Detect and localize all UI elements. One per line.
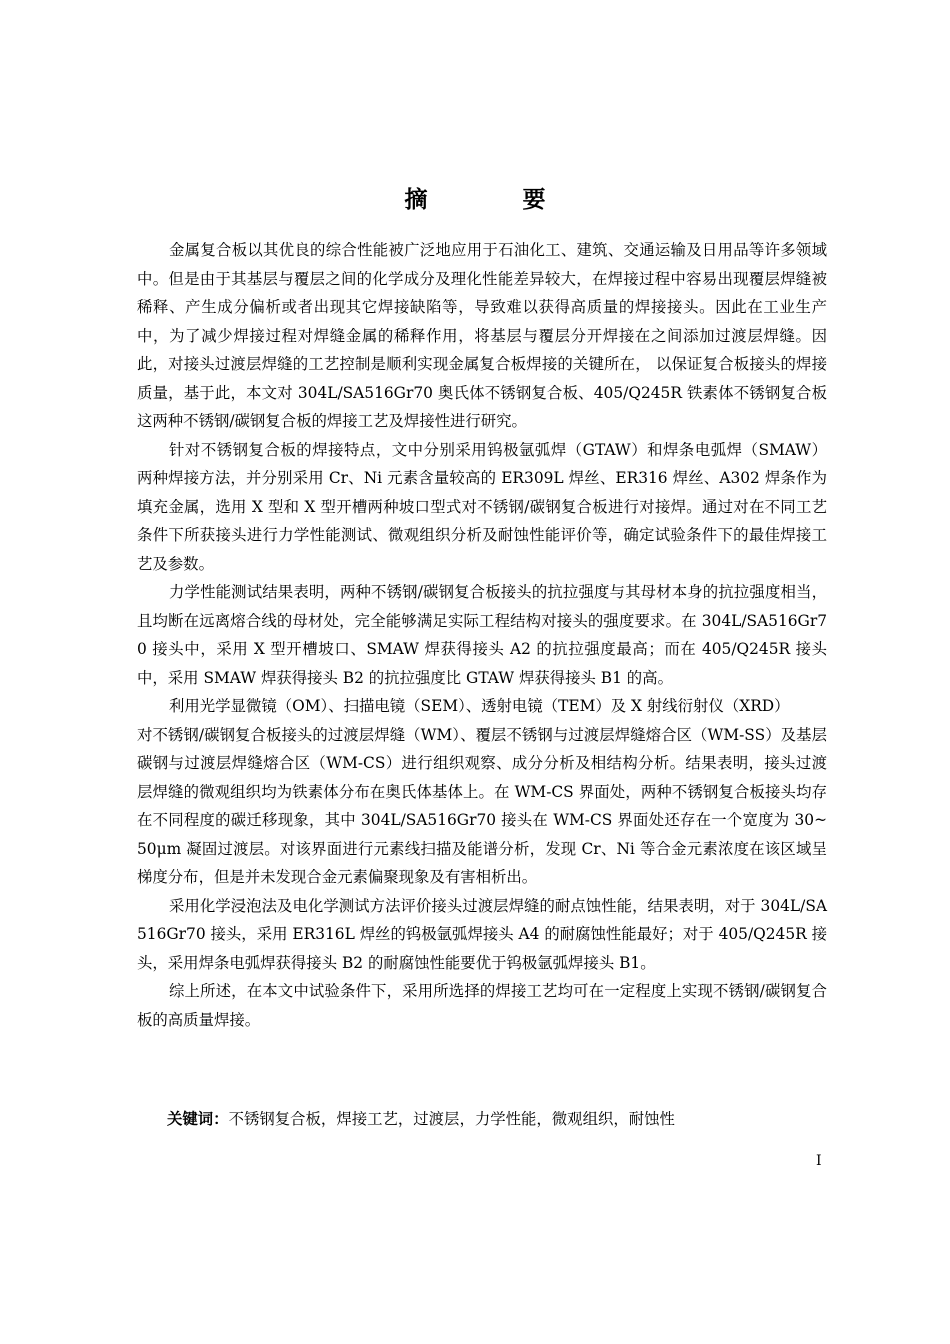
abstract-body [137,236,827,1034]
keywords-text: 不锈钢复合板，焊接工艺，过渡层，力学性能，微观组织，耐蚀性 [228,1110,675,1128]
abstract-paragraph-4: 利用光学显微镜（OM）、扫描电镜（SEM）、透射电镜（TEM）及 X 射线衍射仪（XRD） [169,697,790,715]
abstract-paragraph-6: 采用化学浸泡法及电化学测试方法评价接头过渡层焊缝的耐点蚀性能，结果表明，对于 304L/SA516Gr70 接头，采用 ER316L 焊丝的钨极氩弧焊接头 A4 的耐腐蚀性能最好；对于 405/Q245R 接头，采用焊条电弧焊获得接头 B2 的耐腐蚀性能要优于钨极氩弧焊接头 B1。 [137,896,827,972]
abstract-paragraph-2: 针对不锈钢复合板的焊接特点，文中分别采用钨极氩弧焊（GTAW）和焊条电弧焊（SMAW） 两种焊接方法，并分别采用 Cr、Ni 元素含量较高的 ER309L 焊丝、ER316 焊丝、A302 焊条作为填充金属，选用 X 型和 X 型开槽两种坡口型式对不锈钢/碳钢复合板进行对接焊。通过对在不同工艺条件下所获接头进行力学性能测试、微观组织分析及耐蚀性能评价等，确定试验条件下的最佳焊接工艺及参数。 [137,440,827,573]
abstract-paragraph-3: 力学性能测试结果表明，两种不锈钢/碳钢复合板接头的抗拉强度与其母材本身的抗拉强度相当，且均断在远离熔合线的母材处，完全能够满足实际工程结构对接头的强度要求。在 304L/SA516Gr70 接头中，采用 X 型开槽坡口、SMAW 焊获得接头 A2 的抗拉强度最高；而在 405/Q245R 接头中，采用 SMAW 焊获得接头 B2 的抗拉强度比 GTAW 焊获得接头 B1 的高。 [137,583,827,687]
keywords-line [167,1105,675,1133]
abstract-paragraph-7: 综上所述，在本文中试验条件下，采用所选择的焊接工艺均可在一定程度上实现不锈钢/碳钢复合板的高质量焊接。 [137,982,827,1029]
abstract-paragraph-5: 对不锈钢/碳钢复合板接头的过渡层焊缝（WM）、覆层不锈钢与过渡层焊缝熔合区（WM-SS）及基层碳钢与过渡层焊缝熔合区（WM-CS）进行组织观察、成分分析及相结构分析。结果表明，接头过渡层焊缝的微观组织均为铁素体分布在奥氏体基体上。在 WM-CS 界面处，两种不锈钢复合板接头均存在不同程度的碳迁移现象，其中 304L/SA516Gr70 接头在 WM-CS 界面处还存在一个宽度为 30~50μm 凝固过渡层。对该界面进行元素线扫描及能谱分析，发现 Cr、Ni 等合金元素浓度在该区域呈梯度分布，但是并未发现合金元素偏聚现象及有害相析出。 [137,725,827,886]
keywords-label: 关键词： [167,1110,229,1128]
page-number: I [816,1153,822,1169]
abstract-paragraph-1: 金属复合板以其优良的综合性能被广泛地应用于石油化工、建筑、交通运输及日用品等许多领域中。但是由于其基层与覆层之间的化学成分及理化性能差异较大，在焊接过程中容易出现覆层焊缝被稀释、产生成分偏析或者出现其它焊接缺陷等，导致难以获得高质量的焊接接头。因此在工业生产中，为了减少焊接过程对焊缝金属的稀释作用，将基层与覆层分开焊接在之间添加过渡层焊缝。因此，对接头过渡层焊缝的工艺控制是顺利实现金属复合板焊接的关键所在， 以保证复合板接头的焊接质量，基于此，本文对 304L/SA516Gr70 奥氏体不锈钢复合板、405/Q245R 铁素体不锈钢复合板这两种不锈钢/碳钢复合板的焊接工艺及焊接性进行研究。 [137,241,827,430]
abstract-title: 摘 要 [404,187,582,213]
